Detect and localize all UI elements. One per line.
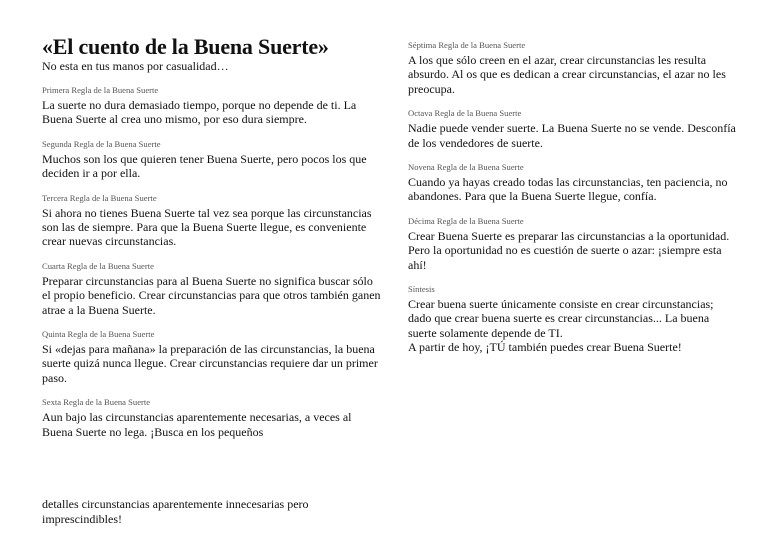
rule-text: Aun bajo las circunstancias aparentemente necesarias, a veces al Buena Suerte no lega. ¡Busca en los pequeños (42, 410, 352, 439)
closing-line: A partir de hoy, ¡TÚ también puedes crear Buena Suerte! (408, 340, 682, 355)
rule-block (408, 284, 738, 340)
rule-block (408, 162, 738, 204)
rule-label: Novena Regla de la Buena Suerte (408, 162, 524, 173)
rule-label: Octava Regla de la Buena Suerte (408, 108, 522, 119)
rule-text: Muchos son los que quieren tener Buena Suerte, pero pocos los que deciden ir a por ella. (42, 151, 367, 181)
rule-block (408, 108, 738, 150)
rule-text: Crear Buena Suerte es preparar las circunstancias a la oportunidad. Pero la oportunidad no es cuestión de suerte o azar: ¡siempre esta ahí! (408, 228, 730, 272)
rule-text: Si «dejas para mañana» la preparación de las circunstancias, la buena suerte quizá nunca llegue. Crear circunstancias requiere dar un primer paso. (42, 342, 378, 385)
rule-block (42, 139, 382, 181)
rule-block (42, 329, 382, 385)
rule-text: Preparar circunstancias para al Buena Suerte no significa buscar sólo el propio beneficio. Crear circunstancias para que otros también ganen atrae a la Buena Suerte. (42, 273, 381, 317)
left-column (42, 34, 382, 526)
rule-text: Cuando ya hayas creado todas las circunstancias, ten paciencia, no abandones. Para que la Buena Suerte llegue, confía. (408, 175, 728, 204)
rule-label: Quinta Regla de la Buena Suerte (42, 329, 155, 340)
rule-label: Tercera Regla de la Buena Suerte (42, 192, 157, 203)
spacer (42, 439, 382, 485)
right-column (408, 40, 738, 355)
page-subtitle: No esta en tus manos por casualidad… (42, 59, 229, 73)
rule-label: Primera Regla de la Buena Suerte (42, 85, 159, 95)
rule-block (42, 397, 382, 439)
rule-label: Segunda Regla de la Buena Suerte (42, 138, 161, 149)
rule-text: A los que sólo creen en el azar, crear circunstancias les resulta absurdo. Al os que es dedican a crear circunstancias, el azar no les preocupa. (408, 53, 726, 96)
rule-text: Si ahora no tienes Buena Suerte tal vez sea porque las circunstancias son las de siempre. Para que la Buena Suerte llegue, es conveniente crear nuevas circunstancias. (42, 205, 372, 249)
rule-text: La suerte no dura demasiado tiempo, porque no depende de ti. La Buena Suerte al crea uno mismo, por eso dura siempre. (42, 98, 357, 127)
rule-block (42, 261, 382, 317)
rule-label: Síntesis (408, 284, 435, 295)
rule-label: Sexta Regla de la Buena Suerte (42, 397, 151, 408)
rule-text: Crear buena suerte únicamente consiste en crear circunstancias; dado que crear buena suerte es crear circunstancias... La buena suerte solamente depende de TI. (408, 297, 714, 340)
rule-label: Cuarta Regla de la Buena Suerte (42, 260, 154, 271)
rule-label: Séptima Regla de la Buena Suerte (408, 40, 526, 50)
continued-text: detalles circunstancias aparentemente innecesarias pero imprescindibles! (42, 497, 309, 526)
rule-text: Nadie puede vender suerte. La Buena Suerte no se vende. Desconfía de los vendedores de suerte. (408, 121, 736, 150)
rule-block (408, 216, 738, 272)
page-title: «El cuento de la Buena Suerte» (42, 34, 329, 59)
rule-block (408, 40, 738, 96)
rule-block (42, 85, 382, 127)
rule-label: Décima Regla de la Buena Suerte (408, 215, 524, 226)
rule-block (42, 193, 382, 249)
